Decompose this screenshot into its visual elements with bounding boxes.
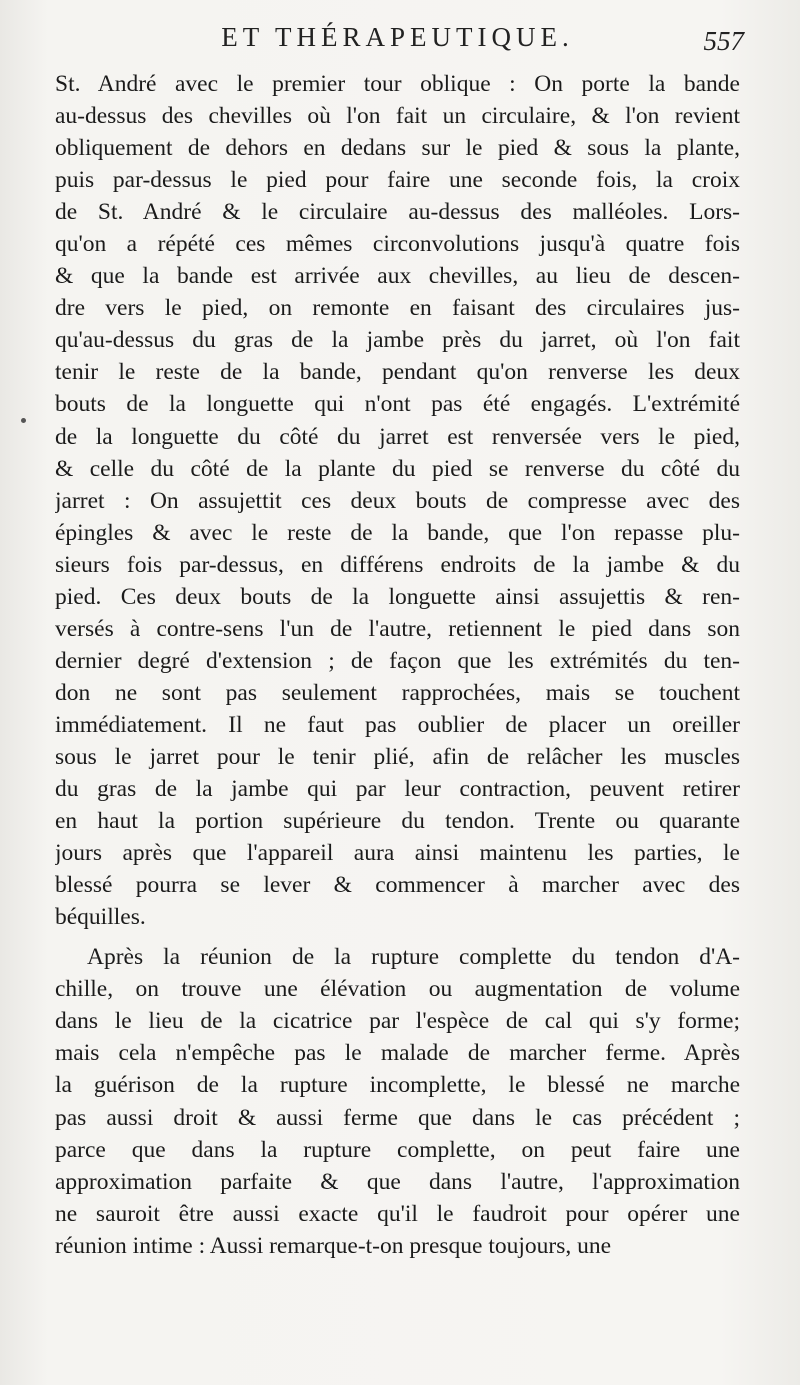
- text-line: de St. André & le circulaire au-dessus des malléoles. Lors-: [55, 199, 740, 226]
- text-line: versés à contre-sens l'un de l'autre, retiennent le pied dans son: [55, 615, 740, 642]
- page-body: [55, 68, 740, 1262]
- text-line: au-dessus des chevilles où l'on fait un circulaire, & l'on revient: [55, 103, 740, 130]
- text-line: jours après que l'appareil aura ainsi maintenu les parties, le: [55, 840, 740, 867]
- text-line: & celle du côté de la plante du pied se renverse du côté du: [55, 455, 740, 482]
- text-line: dans le lieu de la cicatrice par l'espèce de cal qui s'y forme;: [55, 1008, 740, 1035]
- text-line: qu'on a répété ces mêmes circonvolutions jusqu'à quatre fois: [55, 231, 740, 258]
- text-line: réunion intime : Aussi remarque-t-on presque toujours, une: [55, 1232, 612, 1259]
- text-line: du gras de la jambe qui par leur contraction, peuvent retirer: [55, 776, 740, 803]
- text-line: chille, on trouve une élévation ou augmentation de volume: [55, 976, 740, 1003]
- text-line: la guérison de la rupture incomplette, le blessé ne marche: [55, 1072, 740, 1099]
- text-line: dre vers le pied, on remonte en faisant des circulaires jus-: [55, 295, 740, 322]
- text-line: en haut la portion supérieure du tendon. Trente ou quarante: [55, 808, 740, 835]
- text-line: ne sauroit être aussi exacte qu'il le faudroit pour opérer une: [55, 1200, 740, 1227]
- text-line: de la longuette du côté du jarret est renversée vers le pied,: [55, 423, 740, 450]
- page-number: 557: [703, 26, 744, 56]
- text-line: qu'au-dessus du gras de la jambe près du jarret, où l'on fait: [55, 327, 740, 354]
- text-line: tenir le reste de la bande, pendant qu'on renverse les deux: [55, 359, 740, 386]
- text-line: bouts de la longuette qui n'ont pas été engagés. L'extrémité: [55, 391, 740, 418]
- text-line: sous le jarret pour le tenir plié, afin de relâcher les muscles: [55, 743, 740, 770]
- text-line: jarret : On assujettit ces deux bouts de compresse avec des: [55, 487, 740, 514]
- text-line: & que la bande est arrivée aux chevilles, au lieu de descen-: [55, 263, 740, 290]
- text-line: pas aussi droit & aussi ferme que dans le cas précédent ;: [55, 1104, 740, 1131]
- text-line: béquilles.: [55, 904, 146, 931]
- text-line: immédiatement. Il ne faut pas oublier de placer un oreiller: [55, 711, 740, 738]
- text-line: pied. Ces deux bouts de la longuette ainsi assujettis & ren-: [55, 583, 740, 610]
- ink-speck: [21, 418, 26, 423]
- text-line: obliquement de dehors en dedans sur le pied & sous la plante,: [55, 135, 740, 162]
- text-line: parce que dans la rupture complette, on peut faire une: [55, 1136, 740, 1163]
- text-line: puis par-dessus le pied pour faire une seconde fois, la croix: [55, 167, 740, 194]
- text-line: don ne sont pas seulement rapprochées, mais se touchent: [55, 679, 740, 706]
- text-line: mais cela n'empêche pas le malade de marcher ferme. Après: [55, 1040, 740, 1067]
- text-line: dernier degré d'extension ; de façon que les extrémités du ten-: [55, 647, 740, 674]
- text-line: St. André avec le premier tour oblique : On porte la bande: [55, 71, 740, 97]
- page-header: [55, 22, 744, 62]
- text-line: Après la réunion de la rupture complette du tendon d'A-: [87, 944, 740, 971]
- paragraph-gap: [55, 933, 740, 941]
- text-line: épingles & avec le reste de la bande, que l'on repasse plu-: [55, 519, 740, 546]
- paragraph-1: [55, 68, 740, 933]
- text-line: sieurs fois par-dessus, en différens endroits de la jambe & du: [55, 551, 740, 578]
- text-line: approximation parfaite & que dans l'autre, l'approximation: [55, 1168, 740, 1195]
- paragraph-2: [55, 941, 740, 1261]
- running-head: ET THÉRAPEUTIQUE.: [221, 22, 574, 52]
- text-line: blessé pourra se lever & commencer à marcher avec des: [55, 872, 740, 899]
